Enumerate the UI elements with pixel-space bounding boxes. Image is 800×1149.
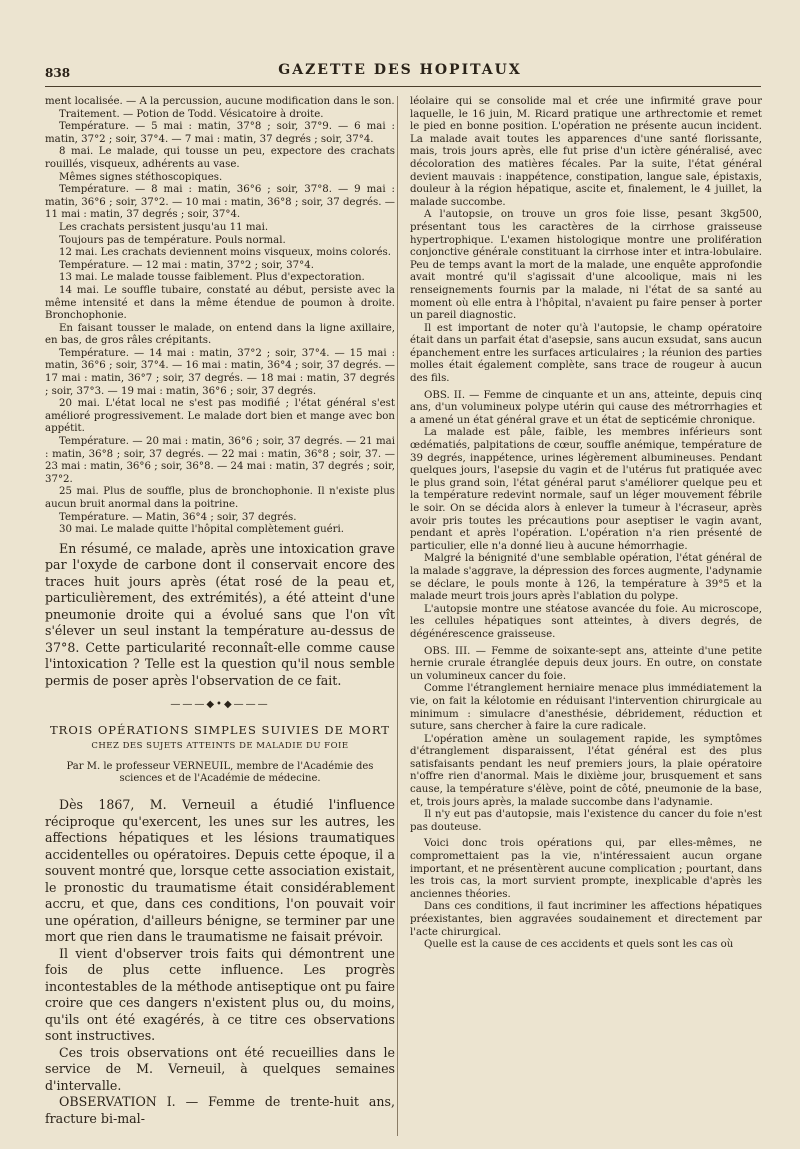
paragraph: Ces trois observations ont été recueillies dans le service de M. Verneuil, à quelques semaines d'intervalle.: [45, 1044, 395, 1093]
paragraph: Il n'y eut pas d'autopsie, mais l'existence du cancer du foie n'est pas douteuse.: [410, 809, 762, 833]
paragraph: Voici donc trois opérations qui, par elles-mêmes, ne compromettaient pas la vie, n'intéressaient aucun organe important, et ne présentèrent aucune complication ; pourtant, dans les trois cas, la mort survient prompte, inexplicable d'après les anciennes théories.: [410, 838, 762, 900]
page-number: 838: [45, 66, 71, 80]
paragraph: Dans ces conditions, il faut incriminer les affections hépatiques préexistantes, bien aggravées soudainement et directement par l'acte chirurgical.: [410, 901, 762, 938]
article-subtitle: CHEZ DES SUJETS ATTEINTS DE MALADIE DU FOIE: [91, 741, 349, 752]
paragraph: Les crachats persistent jusqu'au 11 mai.: [59, 221, 269, 233]
paragraph: Malgré la bénignité d'une semblable opération, l'état général de la malade s'aggrave, la dépression des forces augmente, l'adynamie se déclare, le pouls monte à 126, la température à 39°5 et la malade meurt trois jours après l'ablation du polype.: [410, 553, 762, 603]
paragraph: Température. — 20 mai : matin, 36°6 ; soir, 37 degrés. — 21 mai : matin, 36°8 ; soir, 37 degrés. — 22 mai : matin, 36°8 ; soir, 37. — 23 mai : matin, 36°6 ; soir, 36°8. — 24 mai : matin, 37 degrés ; soir, 37°2.: [45, 436, 395, 485]
paragraph: A l'autopsie, on trouve un gros foie lisse, pesant 3kg500, présentant tous les caractères de la cirrhose graisseuse hypertrophique. L'examen histologique montre une prolifération conjonctive générale constituant la cirrhose inter et intra-lobulaire. Peu de temps avant la mort de la malade, une enquête approfondie avait montré qu'il s'agissait d'une alcoolique, mais ni les renseignements fournis par la malade, ni l'état de sa santé au moment où elle entra à l'hôpital, n'avaient pu faire penser à porter un pareil diagnostic.: [410, 209, 762, 322]
paragraph: Température. — 5 mai : matin, 37°8 ; soir, 37°9. — 6 mai : matin, 37°2 ; soir, 37°4. — 7 mai : matin, 37 degrés ; soir, 37°4.: [45, 121, 395, 145]
paragraph: Température. — Matin, 36°4 ; soir, 37 degrés.: [59, 511, 297, 523]
right-column: [410, 96, 762, 952]
header-rule: [45, 86, 761, 87]
paragraph: léolaire qui se consolide mal et crée une infirmité grave pour laquelle, le 16 juin, M. Ricard pratique une arthrectomie et remet le pied en bonne position. L'opération ne présente aucun incident. La malade avait toutes les apparences d'une santé florissante, mais, trois jours après, elle fut prise d'un ictère généralisé, avec décoloration des matières fécales. Par la suite, l'état général devient mauvais : inappétence, constipation, langue sale, épistaxis, douleur à la région hépatique, ascite et, finalement, le 4 juillet, la malade succombe.: [410, 96, 762, 208]
paragraph: Température. — 12 mai : matin, 37°2 ; soir, 37°4.: [59, 259, 314, 271]
summary-paragraph: En résumé, ce malade, après une intoxication grave par l'oxyde de carbone dont il conservait encore des traces huit jours après (état rosé de la peau et, particulièrement, des extrémités), a été atteint d'une pneumonie droite qui a évolué sans que l'on vît s'élever un seul instant la température au-dessus de 37°8. Cette particularité reconnaît-elle comme cause l'intoxication ? Telle est la question qu'il nous semble permis de poser après l'observation de ce fait.: [45, 540, 395, 688]
paragraph: Quelle est la cause de ces accidents et quels sont les cas où: [424, 939, 734, 951]
section-separator: ———◆•◆———: [170, 699, 270, 711]
paragraph: La malade est pâle, faible, les membres inférieurs sont œdématiés, palpitations de cœur, souffle anémique, température de 39 degrés, inappétence, urines légèrement albumineuses. Pendant quelques jours, l'asepsie du vagin et de l'utérus fut pratiquée avec le plus grand soin, l'état général parut s'améliorer quelque peu et la température redevint normale, sauf un léger mouvement fébrile le soir. On se décida alors à enlever la tumeur à l'écraseur, après avoir pris toutes les précautions pour aseptiser le vagin avant, pendant et après l'opération. L'opération n'a rien présenté de particulier, elle n'a donné lieu à aucune hémorrhagie.: [410, 427, 762, 552]
left-column: [45, 96, 395, 1127]
paragraph: OBSERVATION I. — Femme de trente-huit ans, fracture bi-mal-: [45, 1094, 395, 1126]
article-byline: Par M. le professeur VERNEUIL, membre de l'Académie des sciences et de l'Académie de médecine.: [66, 761, 374, 785]
masthead-title: GAZETTE DES HOPITAUX: [278, 62, 522, 78]
paragraph: Mêmes signes stéthoscopiques.: [59, 171, 223, 183]
paragraph: L'opération amène un soulagement rapide, les symptômes d'étranglement disparaissent, l'état général est des plus satisfaisants pendant les neuf premiers jours, la plaie opératoire n'offre rien d'anormal. Mais le dixième jour, brusquement et sans cause, la température s'élève, point de côté, pneumonie de la base, et, trois jours après, la malade succombe dans l'adynamie.: [410, 733, 762, 808]
paragraph: 8 mai. Le malade, qui tousse un peu, expectore des crachats rouillés, visqueux, adhérents au vase.: [45, 146, 395, 170]
paragraph: Dès 1867, M. Verneuil a étudié l'influence réciproque qu'exercent, les unes sur les autres, les affections hépatiques et les lésions traumatiques accidentelles ou opératoires. Depuis cette époque, il a souvent montré que, lorsque cette association existait, le pronostic du traumatisme était considérablement accru, et que, dans ces conditions, l'on pouvait voir une opération, d'ailleurs bénigne, se terminer par une mort que rien dans le traumatisme ne faisait prévoir.: [45, 797, 395, 945]
paragraph: 25 mai. Plus de souffle, plus de bronchophonie. Il n'existe plus aucun bruit anormal dans la poitrine.: [45, 486, 395, 510]
paragraph: OBS. III. — Femme de soixante-sept ans, atteinte d'une petite hernie crurale étranglée depuis deux jours. En outre, on constate un volumineux cancer du foie.: [410, 645, 762, 682]
paragraph: Il vient d'observer trois faits qui démontrent une fois de plus cette influence. Les progrès incontestables de la méthode antiseptique ont pu faire croire que ces dangers n'existent plus ou, du moins, qu'ils ont été exagérés, à ce titre ces observations sont instructives.: [45, 945, 395, 1044]
paragraph: Comme l'étranglement herniaire menace plus immédiatement la vie, on fait la kélotomie en réduisant l'intervention chirurgicale au minimum : simulacre d'anesthésie, débridement, réduction et suture, sans chercher à faire la cure radicale.: [410, 683, 762, 733]
paragraph: Température. — 8 mai : matin, 36°6 ; soir, 37°8. — 9 mai : matin, 36°6 ; soir, 37°2. — 10 mai : matin, 36°8 ; soir, 37 degrés. — 11 mai : matin, 37 degrés ; soir, 37°4.: [45, 184, 395, 221]
paragraph: L'autopsie montre une stéatose avancée du foie. Au microscope, les cellules hépatiques sont atteintes, à divers degrés, de dégénérescence graisseuse.: [410, 603, 762, 640]
article-title: TROIS OPÉRATIONS SIMPLES SUIVIES DE MORT: [50, 722, 390, 737]
paragraph: OBS. II. — Femme de cinquante et un ans, atteinte, depuis cinq ans, d'un volumineux polype utérin qui cause des métrorrhagies et a amené un état général grave et un état de septicémie chronique.: [410, 389, 762, 426]
paragraph: Traitement. — Potion de Todd. Vésicatoire à droite.: [59, 108, 324, 120]
paragraph: 20 mai. L'état local ne s'est pas modifié ; l'état général s'est amélioré progressivement. Le malade dort bien et mange avec bon appétit.: [45, 398, 395, 435]
paragraph: En faisant tousser le malade, on entend dans la ligne axillaire, en bas, de gros râles crépitants.: [45, 322, 395, 347]
paragraph: 12 mai. Les crachats deviennent moins visqueux, moins colorés.: [59, 247, 392, 259]
paragraph: Il est important de noter qu'à l'autopsie, le champ opératoire était dans un parfait état d'asepsie, sans aucun exsudat, sans aucun épanchement entre les surfaces articulaires ; la réunion des parties molles était également complète, sans trace de rougeur à aucun des fils.: [410, 322, 762, 385]
column-divider: [397, 96, 398, 1136]
paragraph: 30 mai. Le malade quitte l'hôpital complètement guéri.: [59, 524, 345, 536]
paragraph: Toujours pas de température. Pouls normal.: [59, 234, 286, 246]
paragraph: Température. — 14 mai : matin, 37°2 ; soir, 37°4. — 15 mai : matin, 36°6 ; soir, 37°4. — 16 mai : matin, 36°4 ; soir, 37 degrés. — 17 mai : matin, 36°7 ; soir, 37 degrés. — 18 mai : matin, 37 degrés ; soir, 37°3. — 19 mai : matin, 36°6 ; soir, 37 degrés.: [45, 347, 395, 397]
paragraph: ment localisée. — A la percussion, aucune modification dans le son.: [45, 96, 395, 107]
paragraph: 14 mai. Le souffle tubaire, constaté au début, persiste avec la même intensité et dans la même étendue de poumon à droite. Bronchophonie.: [45, 284, 395, 322]
paragraph: 13 mai. Le malade tousse faiblement. Plus d'expectoration.: [59, 272, 365, 284]
